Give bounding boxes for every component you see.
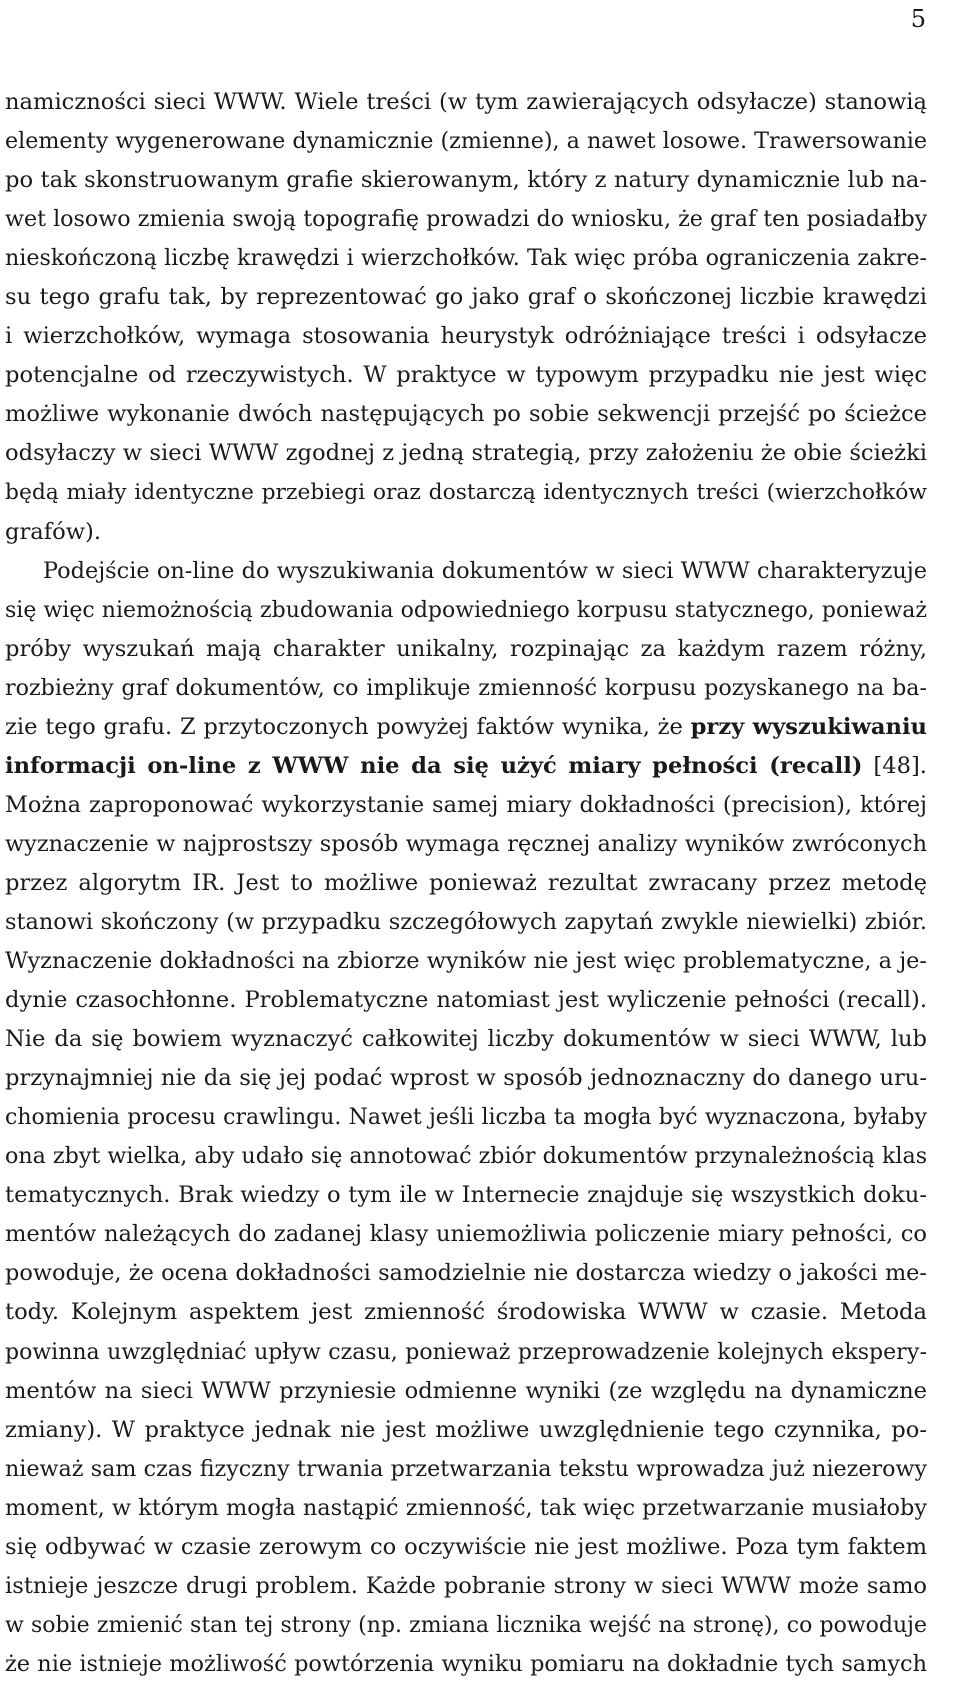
- text-run: odsyłaczy w sieci WWW zgodnej z jedną strategią, przy założeniu że obie ścieżki: [5, 440, 927, 467]
- text-line: [5, 903, 927, 942]
- text-run: rozbieżny graf dokumentów, co implikuje zmienność korpusu pozyskanego na ba-: [5, 674, 927, 701]
- text-run: powoduje, że ocena dokładności samodzielnie nie dostarcza wiedzy o jakości me-: [5, 1260, 927, 1287]
- text-run: Nie da się bowiem wyznaczyć całkowitej liczby dokumentów w sieci WWW, lub: [5, 1026, 927, 1053]
- text-run: tody. Kolejnym aspektem jest zmienność środowiska WWW w czasie. Metoda: [5, 1299, 927, 1326]
- text-line: [5, 1333, 927, 1372]
- text-run: zmiany). W praktyce jednak nie jest możliwe uwzględnienie tego czynnika, po-: [5, 1416, 927, 1443]
- text-run: zie tego grafu. Z przytoczonych powyżej faktów wynika, że: [5, 713, 691, 740]
- text-line: [5, 1098, 927, 1137]
- text-line: [5, 473, 927, 512]
- text-line: [5, 1059, 927, 1098]
- page-number: 5: [910, 5, 926, 33]
- text-line: [5, 942, 927, 981]
- text-line: [5, 1645, 927, 1684]
- text-line: [5, 591, 927, 630]
- text-line: [5, 1606, 927, 1645]
- text-run: przez algorytm IR. Jest to możliwe ponieważ rezultat zwracany przez metodę: [5, 869, 927, 896]
- text-run: po tak skonstruowanym grafie skierowanym, który z natury dynamicznie lub na-: [5, 167, 927, 194]
- text-run: że nie istnieje możliwość powtórzenia wyniku pomiaru na dokładnie tych samych: [5, 1650, 927, 1677]
- text-line: [5, 1176, 927, 1215]
- text-run: istnieje jeszcze drugi problem. Każde pobranie strony w sieci WWW może samo: [5, 1572, 927, 1599]
- body-text: [5, 83, 927, 1684]
- text-line: [5, 825, 927, 864]
- text-run: dynie czasochłonne. Problematyczne natomiast jest wyliczenie pełności (recall).: [5, 987, 927, 1014]
- text-line: [5, 1489, 927, 1528]
- text-line: [5, 786, 927, 825]
- text-run: nieskończoną liczbę krawędzi i wierzchołków. Tak więc próba ograniczenia zakre-: [5, 245, 927, 272]
- text-line: [5, 1020, 927, 1059]
- bold-text: przy wyszukiwaniu: [690, 713, 927, 740]
- text-run: grafów).: [5, 518, 102, 545]
- text-run: próby wyszukań mają charakter unikalny, rozpinając za każdym razem różny,: [5, 635, 927, 662]
- text-line: [5, 317, 927, 356]
- text-line: [5, 356, 927, 395]
- text-line: [5, 161, 927, 200]
- text-run: Podejście on-line do wyszukiwania dokumentów w sieci WWW charakteryzuje: [43, 557, 927, 584]
- text-line: [5, 200, 927, 239]
- text-run: [48].: [862, 752, 927, 779]
- text-run: namiczności sieci WWW. Wiele treści (w tym zawierających odsyłacze) stanowią: [5, 89, 927, 115]
- text-line: [5, 1293, 927, 1332]
- text-line: [5, 864, 927, 903]
- text-run: su tego grafu tak, by reprezentować go jako graf o skończonej liczbie krawędzi: [5, 284, 927, 311]
- text-line: [5, 122, 927, 161]
- text-line: [5, 1254, 927, 1293]
- text-run: będą miały identyczne przebiegi oraz dostarczą identycznych treści (wierzchołków: [5, 480, 927, 506]
- text-line: [5, 1215, 927, 1254]
- text-line: [5, 278, 927, 317]
- text-run: i wierzchołków, wymaga stosowania heurystyk odróżniające treści i odsyłacze: [5, 323, 927, 350]
- text-run: ona zbyt wielka, aby udało się annotować zbiór dokumentów przynależnością klas: [5, 1143, 927, 1170]
- text-run: wyznaczenie w najprostszy sposób wymaga ręcznej analizy wyników zwróconych: [5, 830, 927, 857]
- text-line: [5, 83, 927, 122]
- text-line: [5, 395, 927, 434]
- text-run: powinna uwzględniać upływ czasu, ponieważ przeprowadzenie kolejnych eksperу-: [5, 1339, 927, 1365]
- text-run: możliwe wykonanie dwóch następujących po sobie sekwencji przejść po ścieżce: [5, 401, 927, 428]
- text-line: [5, 708, 927, 747]
- text-line: [5, 1411, 927, 1450]
- text-run: w sobie zmienić stan tej strony (np. zmiana licznika wejść na stronę), co powoduje: [5, 1612, 927, 1638]
- text-run: nieważ sam czas fizyczny trwania przetwarzania tekstu wprowadza już niezerowy: [5, 1455, 927, 1482]
- text-line: [5, 1450, 927, 1489]
- text-run: się więc niemożnością zbudowania odpowiedniego korpusu statycznego, ponieważ: [5, 597, 927, 623]
- text-run: tematycznych. Brak wiedzy o tym ile w Internecie znajduje się wszystkich doku-: [5, 1182, 927, 1209]
- text-run: potencjalne od rzeczywistych. W praktyce w typowym przypadku nie jest więc: [5, 362, 927, 389]
- text-line: [5, 669, 927, 708]
- text-run: Można zaproponować wykorzystanie samej miary dokładności (precision), której: [5, 791, 927, 818]
- text-line: [5, 434, 927, 473]
- text-line: [5, 239, 927, 278]
- text-line: [5, 1372, 927, 1411]
- text-run: przynajmniej nie da się jej podać wprost w sposób jednoznaczny do danego uru-: [5, 1065, 927, 1092]
- text-run: wet losowo zmienia swoją topografię prowadzi do wniosku, że graf ten posiadałby: [5, 206, 927, 233]
- text-line: [5, 1137, 927, 1176]
- text-run: Wyznaczenie dokładności na zbiorze wyników nie jest więc problematyczne, a je-: [5, 948, 927, 975]
- text-line: [5, 1567, 927, 1606]
- text-line: [5, 513, 927, 552]
- text-run: stanowi skończony (w przypadku szczegółowych zapytań zwykle niewielki) zbiór.: [5, 908, 927, 935]
- text-run: się odbywać w czasie zerowym co oczywiście nie jest możliwe. Poza tym faktem: [5, 1533, 927, 1560]
- text-run: moment, w którym mogła nastąpić zmienność, tak więc przetwarzanie musiałoby: [5, 1494, 927, 1521]
- text-line: [5, 747, 927, 786]
- text-line: [5, 1528, 927, 1567]
- text-run: elementy wygenerowane dynamicznie (zmienne), a nawet losowe. Trawersowanie: [5, 128, 927, 155]
- text-line: [5, 630, 927, 669]
- text-run: mentów należących do zadanej klasy uniemożliwia policzenie miary pełności, co: [5, 1221, 927, 1248]
- text-line: [5, 552, 927, 591]
- text-run: chomienia procesu crawlingu. Nawet jeśli liczba ta mogła być wyznaczona, byłaby: [5, 1105, 927, 1131]
- text-line: [5, 981, 927, 1020]
- bold-text: informacji on-line z WWW nie da się użyć miary pełności (recall): [5, 752, 863, 779]
- text-run: mentów na sieci WWW przyniesie odmienne wyniki (ze względu na dynamiczne: [5, 1377, 927, 1404]
